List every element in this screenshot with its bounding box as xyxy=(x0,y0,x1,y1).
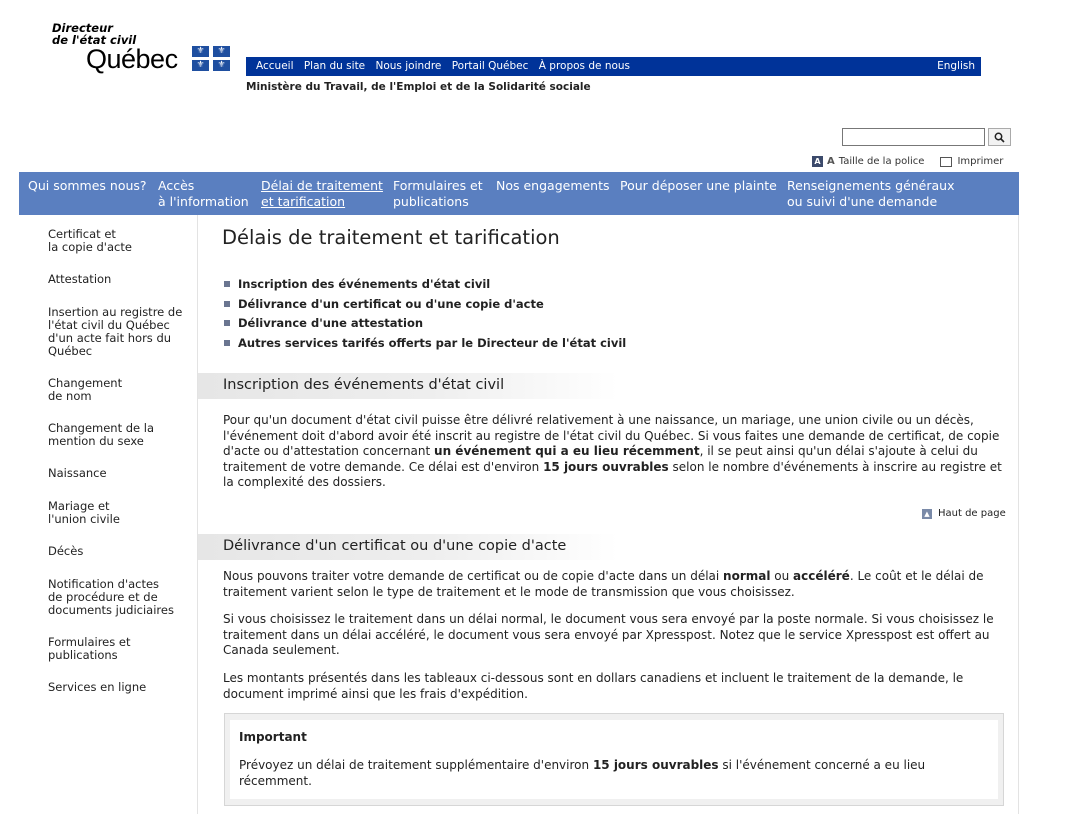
sidebar-item-attestation[interactable]: Attestation xyxy=(48,272,112,286)
print-button[interactable] xyxy=(940,156,1003,167)
nav-nos-engagements[interactable]: Nos engagements xyxy=(496,178,610,193)
sidebar-item-changement-sexe[interactable]: Changement de la mention du sexe xyxy=(48,421,155,448)
nav-qui-sommes-nous[interactable]: Qui sommes nous? xyxy=(28,178,147,193)
link-plan-du-site[interactable]: Plan du site xyxy=(303,60,366,72)
sidebar-item-mariage[interactable]: Mariage et l'union civile xyxy=(48,499,120,526)
arrow-up-icon: ▲ xyxy=(922,509,932,519)
nav-acces-information[interactable]: Accès à l'information xyxy=(158,178,249,209)
nav-formulaires[interactable]: Formulaires et publications xyxy=(393,178,483,209)
font-size-decrease-icon[interactable]: A xyxy=(812,156,823,167)
important-notice-box xyxy=(224,713,1004,806)
important-text: Prévoyez un délai de traitement supplémentaire d'environ 15 jours ouvrables si l'événement concerné a eu lieu récemment. xyxy=(239,758,926,788)
ministry-name: Ministère du Travail, de l'Emploi et de la Solidarité sociale xyxy=(246,81,591,93)
link-portail-quebec[interactable]: Portail Québec xyxy=(451,60,529,72)
nav-deposer-plainte[interactable]: Pour déposer une plainte xyxy=(620,178,777,193)
sidebar-item-services-en-ligne[interactable]: Services en ligne xyxy=(48,680,147,694)
important-title: Important xyxy=(239,730,307,744)
font-size-label[interactable]: Taille de la police xyxy=(838,156,925,167)
sidebar-item-formulaires[interactable]: Formulaires et publications xyxy=(48,635,131,662)
back-to-top-link[interactable]: ▲ Haut de page xyxy=(922,508,1006,519)
org-line1: Directeur xyxy=(52,21,113,35)
org-line2: de l'état civil xyxy=(52,33,137,47)
top-utility-bar xyxy=(246,57,981,76)
sidebar-item-naissance[interactable]: Naissance xyxy=(48,466,107,480)
main-navigation xyxy=(19,172,1019,215)
paragraph-certificat-1: Nous pouvons traiter votre demande de certificat ou de copie d'acte dans un délai normal ou accéléré. Le coût et le délai de traitement varient selon le type de traitement et le mode de transmission que vous choisissez. xyxy=(223,569,984,599)
quebec-wordmark: Québec xyxy=(86,44,178,74)
sidebar-item-certificat[interactable]: Certificat et la copie d'acte xyxy=(48,227,132,254)
toc-link-autres-services[interactable]: Autres services tarifés offerts par le Directeur de l'état civil xyxy=(224,336,626,350)
sidebar-item-notification[interactable]: Notification d'actes de procédure et de documents judiciaires xyxy=(48,577,174,617)
printer-icon xyxy=(940,157,952,167)
font-size-increase-icon[interactable]: A xyxy=(827,156,835,167)
section-heading-inscription: Inscription des événements d'état civil xyxy=(198,373,618,399)
link-nous-joindre[interactable]: Nous joindre xyxy=(375,60,442,72)
link-a-propos[interactable]: À propos de nous xyxy=(538,60,631,72)
toc-link-attestation[interactable]: Délivrance d'une attestation xyxy=(224,316,423,330)
language-toggle[interactable]: English xyxy=(937,60,975,72)
link-accueil[interactable]: Accueil xyxy=(256,60,294,72)
page-tools xyxy=(812,156,1003,167)
toc-link-certificat[interactable]: Délivrance d'un certificat ou d'une copie d'acte xyxy=(224,297,544,311)
search-icon xyxy=(994,132,1005,143)
nav-delai-traitement[interactable]: Délai de traitement et tarification xyxy=(261,178,383,209)
paragraph-certificat-3: Les montants présentés dans les tableaux ci-dessous sont en dollars canadiens et incluent le traitement de la demande, le document imprimé ainsi que les frais d'expédition. xyxy=(223,671,964,701)
sidebar-item-deces[interactable]: Décès xyxy=(48,544,84,558)
search-input[interactable] xyxy=(842,128,985,146)
fleur-de-lis-flag-icon: ⚜ ⚜ ⚜ ⚜ xyxy=(192,46,230,72)
org-name xyxy=(52,22,136,46)
print-label: Imprimer xyxy=(957,156,1004,167)
nav-renseignements[interactable]: Renseignements généraux ou suivi d'une demande xyxy=(787,178,955,209)
page-title: Délais de traitement et tarification xyxy=(222,226,560,249)
toc-link-inscription[interactable]: Inscription des événements d'état civil xyxy=(224,277,490,291)
search-button[interactable] xyxy=(988,128,1011,146)
sidebar-item-insertion[interactable]: Insertion au registre de l'état civil du Québec d'un acte fait hors du Québec xyxy=(48,305,183,358)
paragraph-certificat-2: Si vous choisissez le traitement dans un délai normal, le document vous sera envoyé par la poste normale. Si vous choisissez le traitement dans un délai accéléré, le document vous sera envoyé par Xpresspost. Notez que le service Xpresspost est offert au Canada seulement. xyxy=(223,612,994,657)
paragraph-inscription: Pour qu'un document d'état civil puisse être délivré relativement à une naissance, un mariage, une union civile ou un décès, l'événement doit d'abord avoir été inscrit au registre de l'état civil du Québec. Si vous faites une demande de certificat, de copie d'acte ou d'attestation concernant un événement qui a eu lieu récemment, il se peut ainsi qu'un délai s'ajoute à celui du traitement de votre demande. Ce délai est d'environ 15 jours ouvrables selon le nombre d'événements à inscrire au registre et la complexité des dossiers. xyxy=(223,413,1002,489)
quebec-logo[interactable] xyxy=(50,22,235,80)
sidebar-item-changement-nom[interactable]: Changement de nom xyxy=(48,376,123,403)
section-heading-certificat: Délivrance d'un certificat ou d'une copie d'acte xyxy=(198,534,618,560)
